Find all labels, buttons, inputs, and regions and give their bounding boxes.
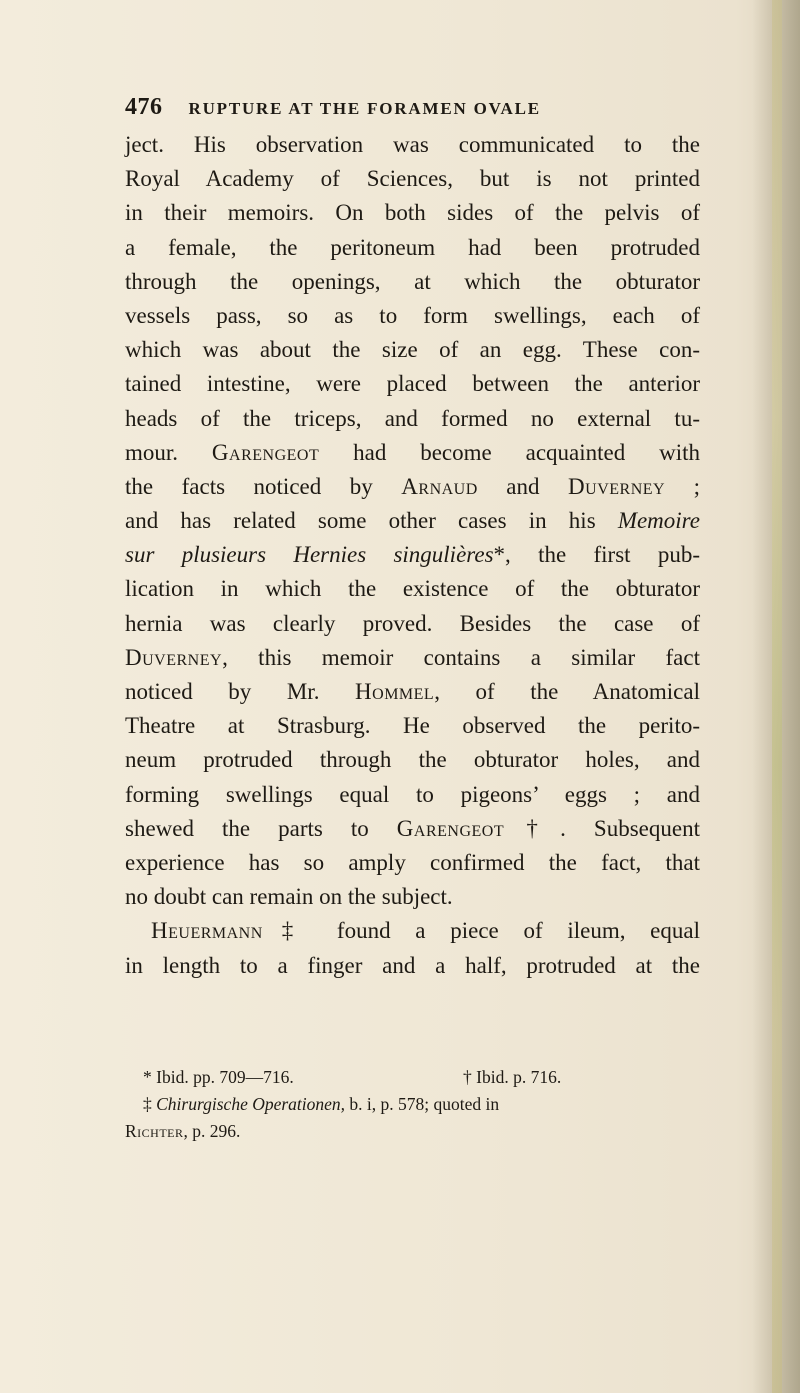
text-segment: ; [665,473,701,499]
author-name: Garengeot [211,439,320,465]
text-line [125,196,700,230]
text-line [125,231,700,265]
text-segment: the facts noticed by [125,473,402,499]
italic-title: sur plusieurs Hernies singulières [125,542,494,568]
footnote-2: † Ibid. p. 716. [463,1067,562,1087]
text-line [125,675,700,709]
author-name: Heuermann [151,918,263,944]
text-segment: noticed by Mr. [125,679,356,704]
text-line [125,812,700,846]
text-segment: *, the first pub- [493,542,700,568]
text-segment: shewed the parts to [125,815,397,841]
text-line [125,778,700,812]
body-text [125,128,700,983]
footnote-3-author: Richter [125,1121,184,1141]
text-segment: , of the Anatomical [434,679,700,704]
author-name: Arnaud [401,473,478,499]
text-line [125,607,700,641]
text-line [125,641,700,675]
text-segment: in their memoirs. On both sides of the pelvis of [125,200,700,226]
footnote-1: * Ibid. pp. 709—716. [143,1067,294,1087]
text-segment: through the openings, at which the obturator [125,268,700,294]
text-line [125,436,700,470]
text-segment: ject. His observation was communicated to the [125,132,700,157]
text-line [125,504,700,538]
text-segment: ‡ found a piece of ileum, equal [262,918,700,944]
text-line [125,367,700,401]
text-line [125,949,700,983]
text-segment: mour. [125,439,212,465]
text-line [125,709,700,743]
text-segment: vessels pass, so as to form swellings, each of [125,302,700,328]
text-line [125,538,700,572]
footnote-3-title: Chirurgische Operationen, [156,1094,346,1114]
author-name: Duverney [125,644,223,670]
text-line [125,162,700,196]
text-line [125,402,700,436]
text-segment: in length to a finger and a half, protruded at the [125,952,700,978]
text-line [125,880,700,914]
text-segment: and has related some other cases in his [125,508,618,534]
text-segment: no doubt can remain on the subject. [125,884,453,910]
text-segment: neum protruded through the obturator holes, and [125,747,700,773]
text-segment: lication in which the existence of the obturator [125,576,700,602]
text-line [125,299,700,333]
footnote-line [125,1118,718,1145]
footnote-3-text: b. i, p. 578; quoted in [345,1094,500,1114]
italic-title: Memoire [617,508,700,534]
text-line [125,572,700,606]
text-segment: Royal Academy of Sciences, but is not printed [125,166,700,192]
footnotes [125,1064,718,1145]
page-edge-stain [772,0,782,1393]
footnote-3-mark: ‡ [143,1094,157,1114]
footnote-3-page: , p. 296. [183,1121,241,1141]
text-line [125,333,700,367]
text-segment: , this memoir contains a similar fact [222,644,700,670]
text-segment: †. Subsequent [504,815,700,841]
text-segment: heads of the triceps, and formed no external tu- [125,405,700,431]
author-name: Hommel [355,679,435,704]
text-line [125,265,700,299]
text-line [125,128,700,162]
text-line [125,846,700,880]
running-head: RUPTURE AT THE FORAMEN OVALE [188,99,541,118]
footnote-line [143,1091,718,1118]
author-name: Garengeot [396,815,505,841]
text-line [125,914,700,948]
text-segment: hernia was clearly proved. Besides the case of [125,610,700,636]
author-name: Duverney [568,473,666,499]
text-segment: tained intestine, were placed between the anterior [125,371,700,397]
page-number: 476 [125,94,163,120]
text-segment: had become acquainted with [319,439,701,465]
text-segment: experience has so amply confirmed the fact, that [125,849,700,875]
page-header [125,94,725,124]
text-line [125,470,700,504]
text-segment: a female, the peritoneum had been protruded [125,234,700,260]
footnote-line [143,1064,718,1091]
text-segment: which was about the size of an egg. These con- [125,337,700,363]
text-segment: Theatre at Strasburg. He observed the perito- [125,713,700,739]
text-segment: forming swellings equal to pigeons’ eggs ; and [125,781,700,807]
text-line [125,743,700,777]
text-segment: and [477,473,569,499]
